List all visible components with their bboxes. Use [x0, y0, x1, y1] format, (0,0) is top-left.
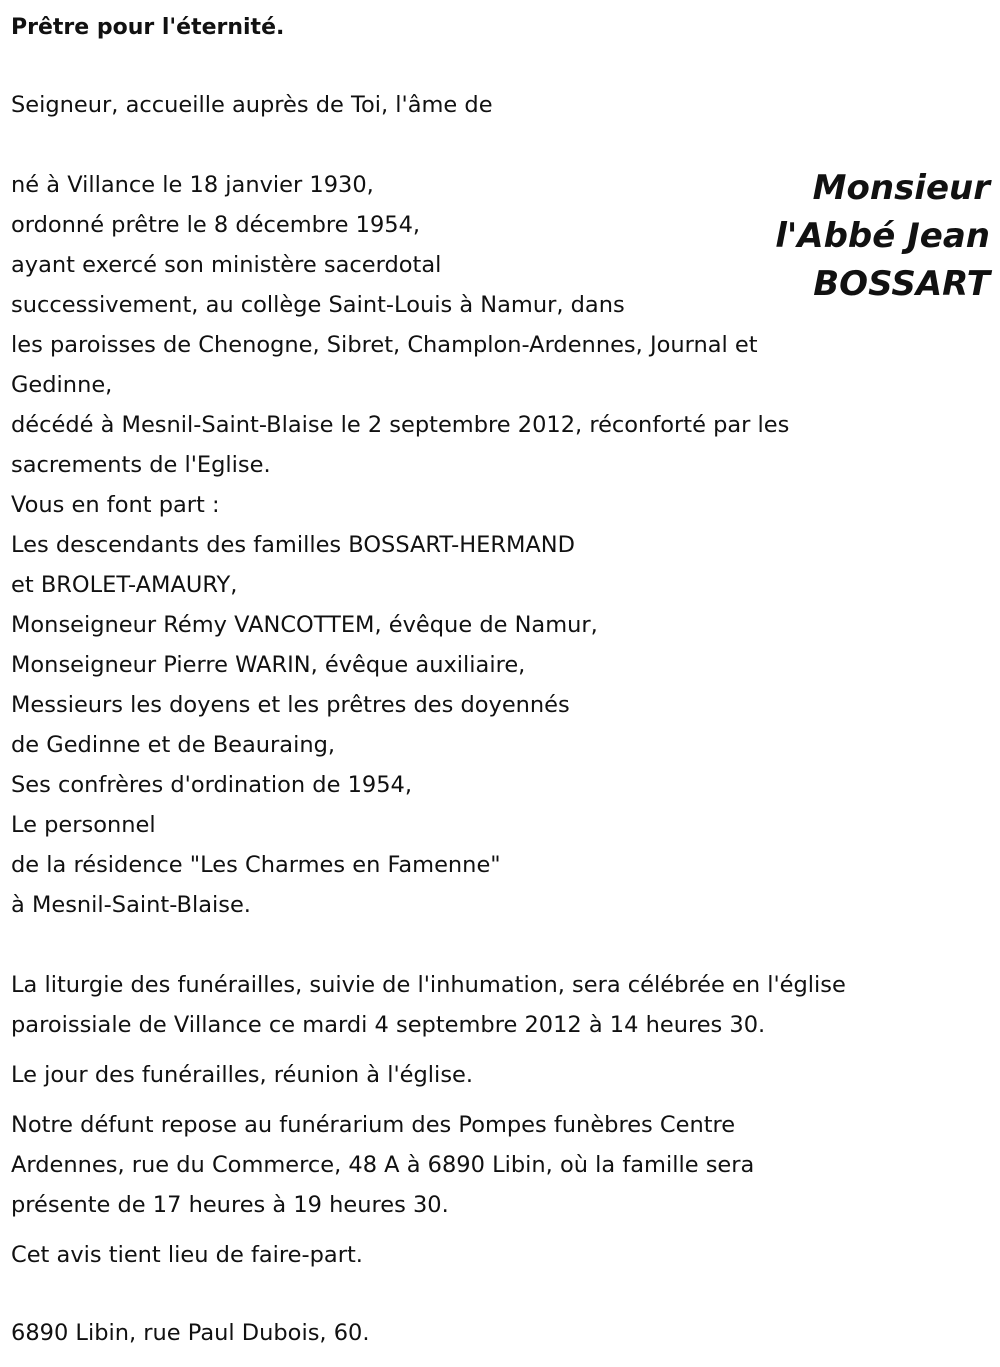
notice-line: Cet avis tient lieu de faire-part.: [11, 1242, 363, 1268]
bio-line: Gedinne,: [11, 372, 113, 398]
bio-line: les paroisses de Chenogne, Sibret, Champlon-Ardennes, Journal et: [11, 332, 758, 358]
intro-text: [11, 85, 493, 125]
biography: [11, 165, 789, 925]
notice-title: Prêtre pour l'éternité.: [11, 15, 285, 40]
intro-line: Seigneur, accueille auprès de Toi, l'âme de: [11, 92, 493, 118]
funerarium-line: Notre défunt repose au funérarium des Pompes funèbres Centre: [11, 1112, 736, 1138]
bio-line: ordonné prêtre le 8 décembre 1954,: [11, 212, 421, 238]
bio-line: et BROLET-AMAURY,: [11, 572, 238, 598]
bio-line: Monseigneur Pierre WARIN, évêque auxiliaire,: [11, 652, 526, 678]
bio-line: Le personnel: [11, 812, 156, 838]
funerarium-info: [11, 1105, 754, 1225]
meeting-info: [11, 1055, 473, 1095]
bio-line: ayant exercé son ministère sacerdotal: [11, 252, 442, 278]
bio-line: Messieurs les doyens et les prêtres des doyennés: [11, 692, 570, 718]
bio-line: Les descendants des familles BOSSART-HERMAND: [11, 532, 575, 558]
name-line: BOSSART: [813, 264, 990, 304]
bio-line: successivement, au collège Saint-Louis à Namur, dans: [11, 292, 625, 318]
name-line: Monsieur: [812, 168, 990, 208]
family-address: [11, 1313, 370, 1353]
bio-line: à Mesnil-Saint-Blaise.: [11, 892, 251, 918]
liturgy-line: La liturgie des funérailles, suivie de l'inhumation, sera célébrée en l'église: [11, 972, 846, 998]
address-line: 6890 Libin, rue Paul Dubois, 60.: [11, 1320, 370, 1346]
funerarium-line: présente de 17 heures à 19 heures 30.: [11, 1192, 449, 1218]
bio-line: de la résidence "Les Charmes en Famenne": [11, 852, 501, 878]
bio-line: sacrements de l'Eglise.: [11, 452, 271, 478]
bio-line: Vous en font part :: [11, 492, 220, 518]
liturgy-line: paroissiale de Villance ce mardi 4 septembre 2012 à 14 heures 30.: [11, 1012, 766, 1038]
funerarium-line: Ardennes, rue du Commerce, 48 A à 6890 Libin, où la famille sera: [11, 1152, 755, 1178]
meeting-line: Le jour des funérailles, réunion à l'église.: [11, 1062, 474, 1088]
deceased-name: [775, 164, 990, 308]
bio-line: de Gedinne et de Beauraing,: [11, 732, 336, 758]
bio-line: Ses confrères d'ordination de 1954,: [11, 772, 413, 798]
liturgy-info: [11, 965, 846, 1045]
notice-info: [11, 1235, 363, 1275]
bio-line: Monseigneur Rémy VANCOTTEM, évêque de Namur,: [11, 612, 598, 638]
bio-line: né à Villance le 18 janvier 1930,: [11, 172, 374, 198]
name-line: l'Abbé Jean: [775, 216, 990, 256]
bio-line: décédé à Mesnil-Saint-Blaise le 2 septembre 2012, réconforté par les: [11, 412, 790, 438]
